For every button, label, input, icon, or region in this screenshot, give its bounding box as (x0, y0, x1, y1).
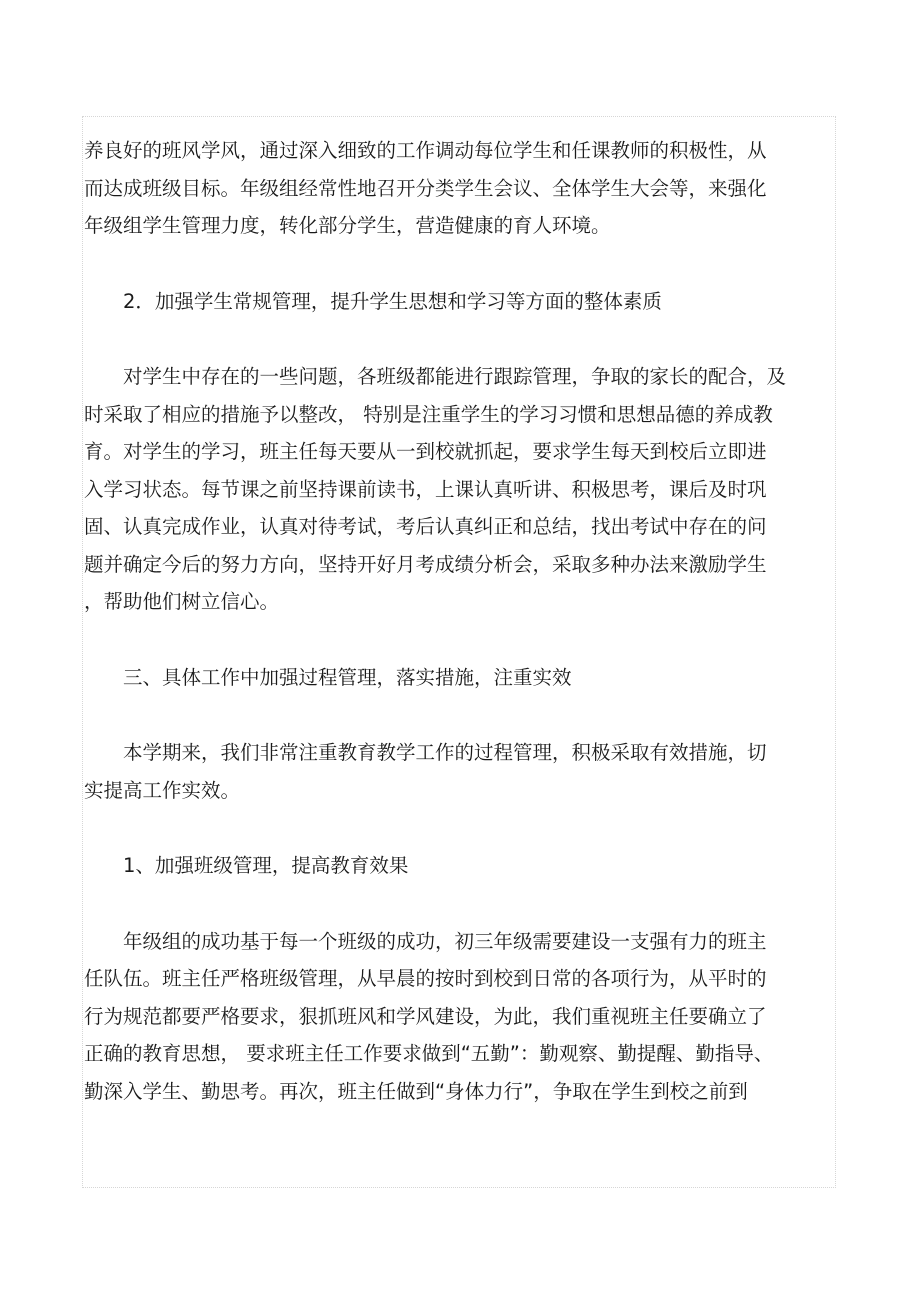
text-line: 而达成班级目标。年级组经常性地召开分类学生会议、全体学生大会等，来强化 (84, 176, 767, 200)
paragraph-gap (84, 245, 814, 283)
text-line: 时采取了相应的措施予以整改， 特别是注重学生的学习习惯和思想品德的养成教 (84, 402, 773, 426)
paragraph-student-issues (84, 358, 814, 621)
section-heading-class-management (84, 847, 814, 885)
text-line: 题并确定今后的努力方向，坚持开好月考成绩分析会，采取多种办法来激励学生 (84, 552, 767, 576)
paragraph-semester-focus (84, 734, 814, 809)
paragraph-gap (84, 809, 814, 847)
text-line: 年级组的成功基于每一个班级的成功，初三年级需要建设一支强有力的班主 (123, 929, 767, 953)
text-line: 养良好的班风学风，通过深入细致的工作调动每位学生和任课教师的积极性，从 (84, 139, 767, 162)
text-line: 入学习状态。每节课之前坚持课前读书，上课认真听讲、积极思考，课后及时巩 (84, 477, 767, 501)
text-line: 任队伍。班主任严格班级管理，从早晨的按时到校到日常的各项行为，从平时的 (84, 967, 767, 990)
heading-text: 2．加强学生常规管理，提升学生思想和学习等方面的整体素质 (123, 289, 662, 313)
heading-text: 1、加强班级管理，提高教育效果 (123, 854, 409, 877)
text-line: 育。对学生的学习，班主任每天要从一到校就抓起，要求学生每天到校后立即进 (84, 440, 767, 463)
text-line: 固、认真完成作业，认真对待考试，考后认真纠正和总结，找出考试中存在的问 (84, 515, 767, 538)
section-heading-process-management (84, 659, 814, 697)
paragraph-class-atmosphere (84, 132, 814, 245)
text-line: 对学生中存在的一些问题，各班级都能进行跟踪管理，争取的家长的配合，及 (123, 365, 787, 388)
text-line: 行为规范都要严格要求，狠抓班风和学风建设，为此，我们重视班主任要确立了 (84, 1004, 767, 1028)
paragraph-gap (84, 696, 814, 734)
paragraph-gap (84, 621, 814, 659)
text-line: 勤深入学生、勤思考。再次，班主任做到“身体力行”，争取在学生到校之前到 (84, 1079, 748, 1103)
paragraph-gap (84, 320, 814, 358)
text-line: 正确的教育思想， 要求班主任工作要求做到“五勤”：勤观察、勤提醒、勤指导、 (84, 1042, 774, 1065)
text-line: 实提高工作实效。 (84, 778, 241, 802)
heading-text: 三、具体工作中加强过程管理，落实措施，注重实效 (123, 665, 572, 689)
document-body (84, 132, 814, 1110)
paragraph-head-teachers (84, 923, 814, 1111)
text-line: 年级组学生管理力度，转化部分学生，营造健康的育人环境。 (84, 214, 611, 237)
paragraph-gap (84, 885, 814, 923)
text-line: ，帮助他们树立信心。 (84, 590, 280, 613)
section-heading-routine-management (84, 283, 814, 321)
text-line: 本学期来，我们非常注重教育教学工作的过程管理，积极采取有效措施，切 (123, 741, 767, 764)
